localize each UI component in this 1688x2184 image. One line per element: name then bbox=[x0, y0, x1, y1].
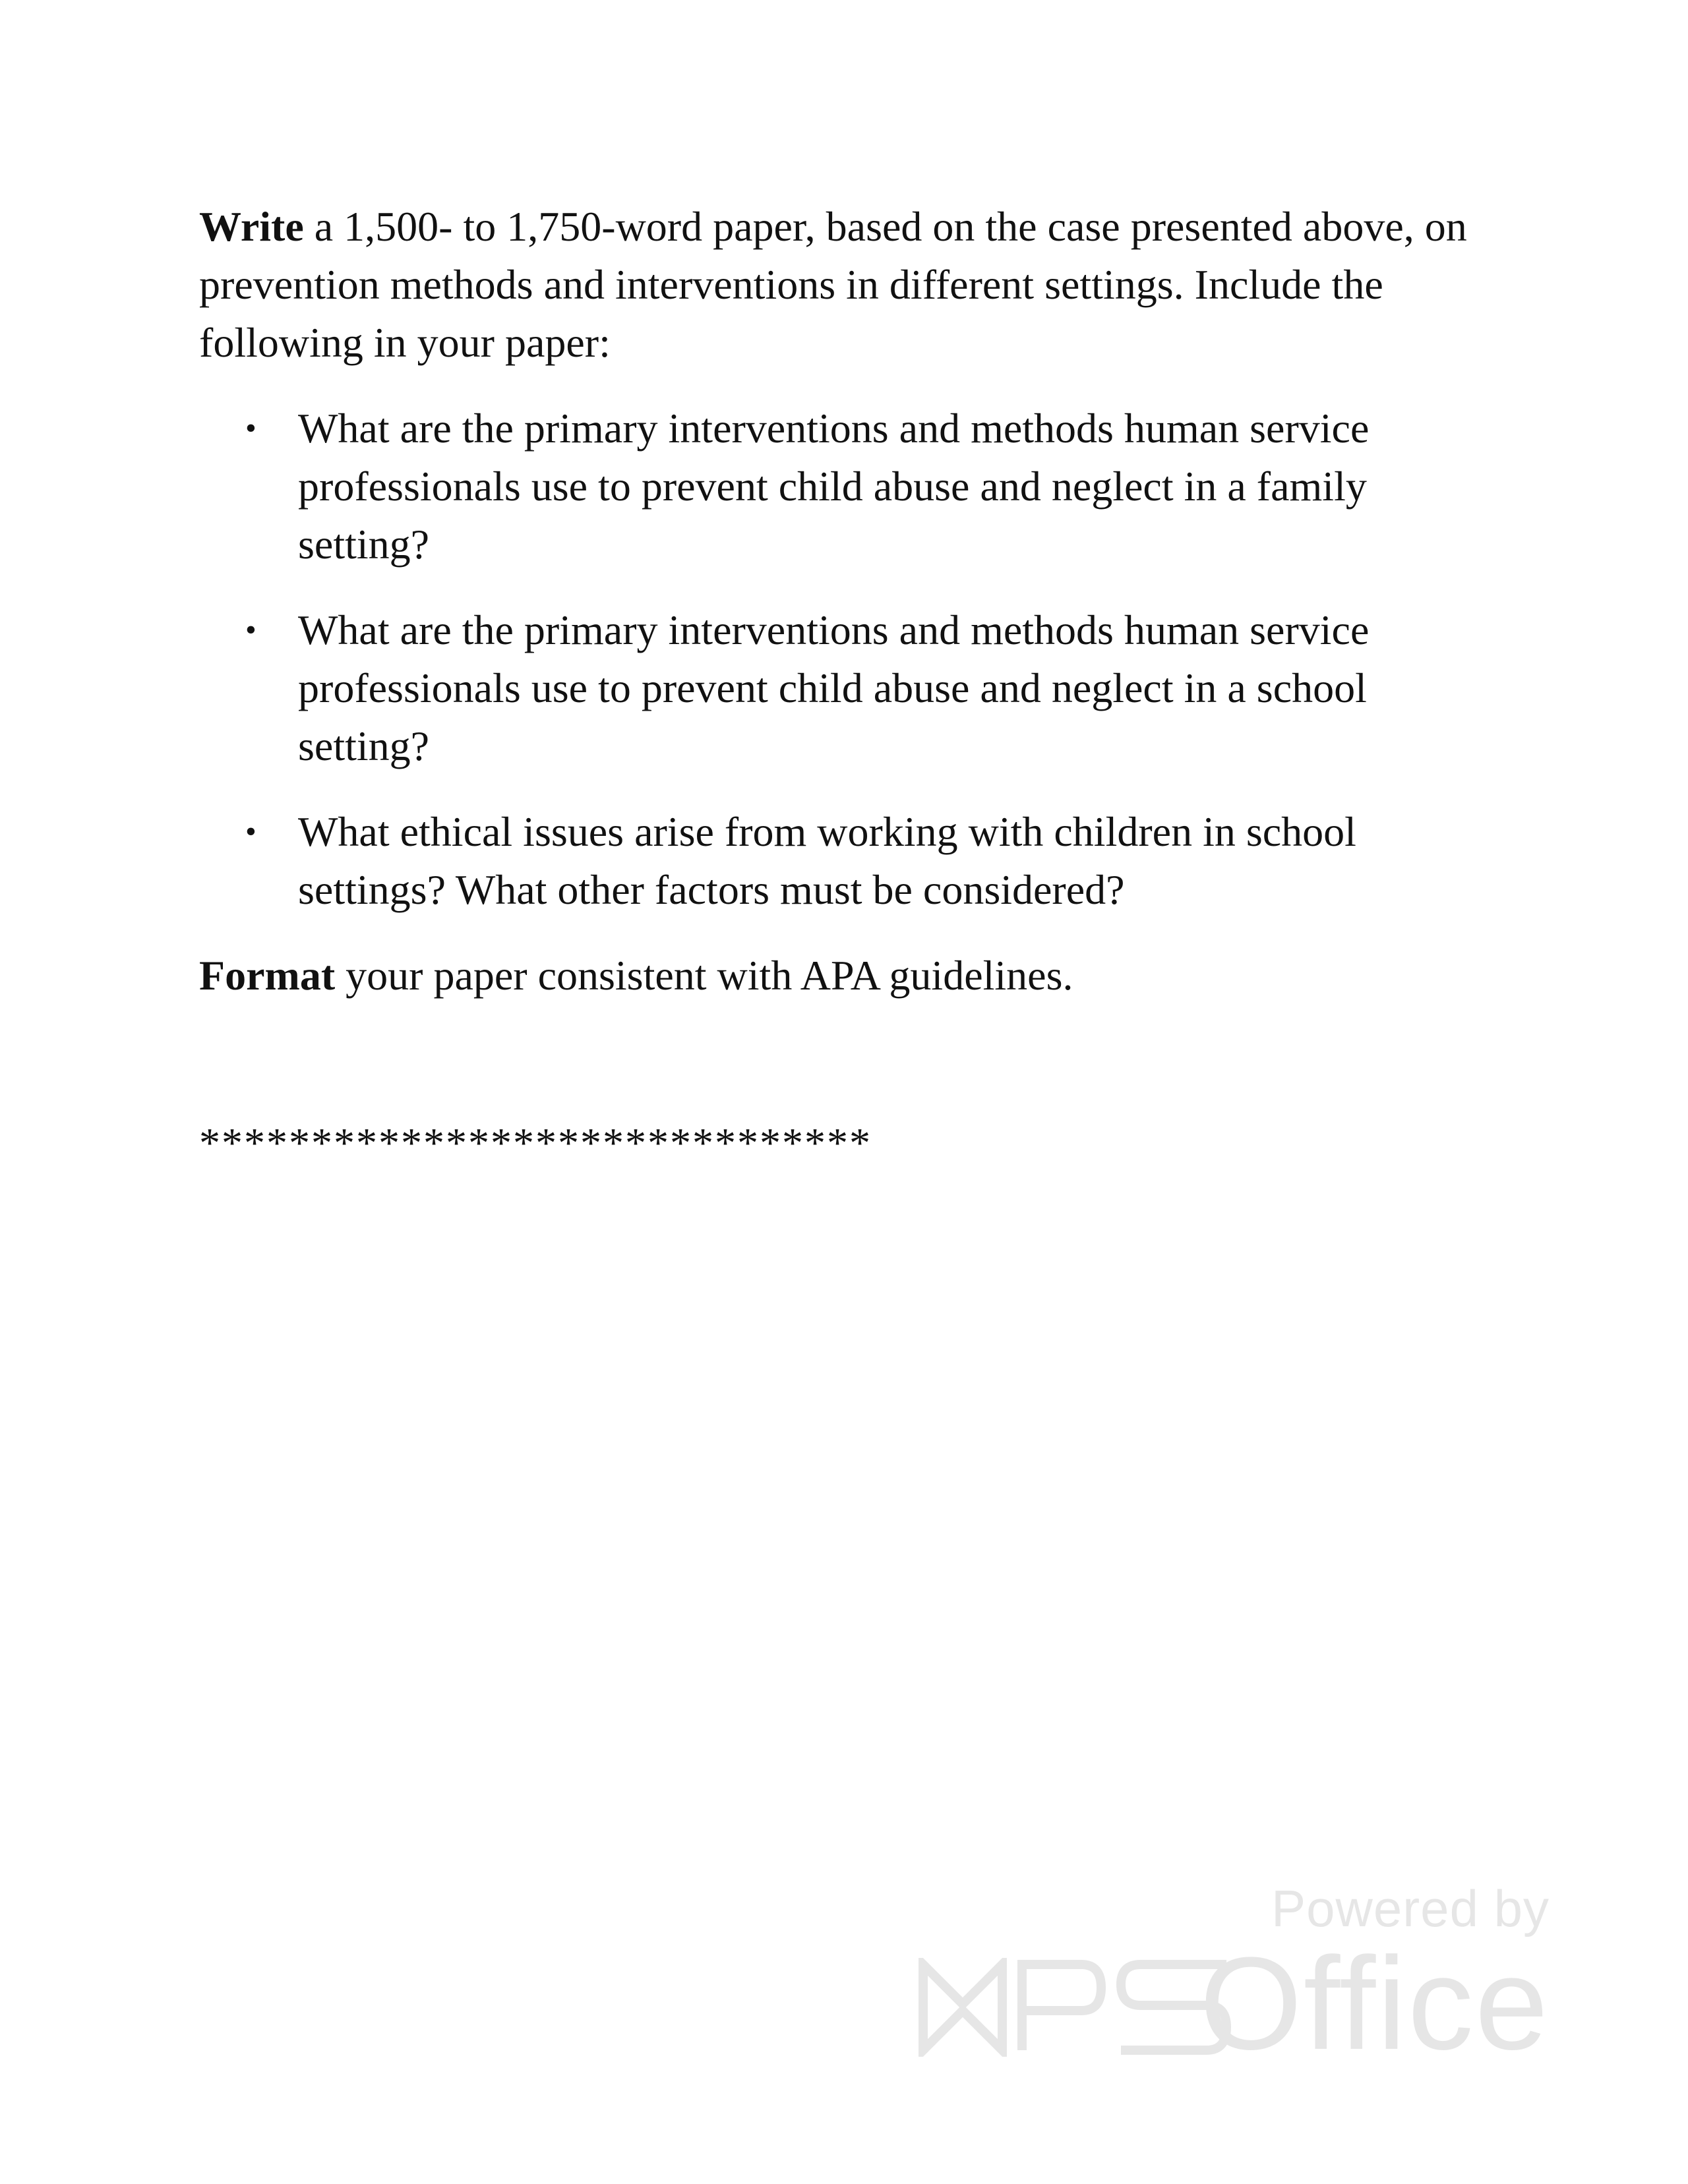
intro-text: a 1,500- to 1,750-word paper, based on the case presented above, on prevention methods and interventions in different settings. Include the following in your paper: bbox=[199, 203, 1467, 366]
format-paragraph bbox=[199, 947, 1485, 1005]
watermark-powered-by: Powered by bbox=[1271, 1879, 1550, 1937]
list-item bbox=[199, 601, 1485, 775]
question-list bbox=[199, 399, 1485, 919]
list-item-text: What are the primary interventions and methods human service professionals use to prevent child abuse and neglect in a family setting? bbox=[298, 405, 1370, 568]
bullet-icon: • bbox=[245, 612, 256, 647]
list-item-text: What ethical issues arise from working with children in school settings? What other factors must be considered? bbox=[298, 808, 1356, 913]
bullet-icon: • bbox=[245, 814, 256, 849]
list-item bbox=[199, 803, 1485, 919]
wps-logo-icon bbox=[917, 1958, 1233, 2057]
separator-line: ****************************** bbox=[199, 1119, 872, 1166]
format-text: your paper consistent with APA guidelines. bbox=[335, 952, 1073, 999]
watermark-office-text: Office bbox=[1199, 1930, 1550, 2077]
format-bold-word: Format bbox=[199, 952, 336, 999]
intro-bold-word: Write bbox=[199, 203, 304, 250]
list-item-text: What are the primary interventions and methods human service professionals use to prevent child abuse and neglect in a school setting? bbox=[298, 606, 1370, 769]
list-item bbox=[199, 399, 1485, 574]
intro-paragraph bbox=[199, 198, 1485, 372]
watermark-logo bbox=[917, 1930, 1550, 2077]
document-body bbox=[199, 198, 1485, 1005]
wps-office-watermark bbox=[917, 1879, 1550, 2077]
bullet-icon: • bbox=[245, 411, 256, 446]
